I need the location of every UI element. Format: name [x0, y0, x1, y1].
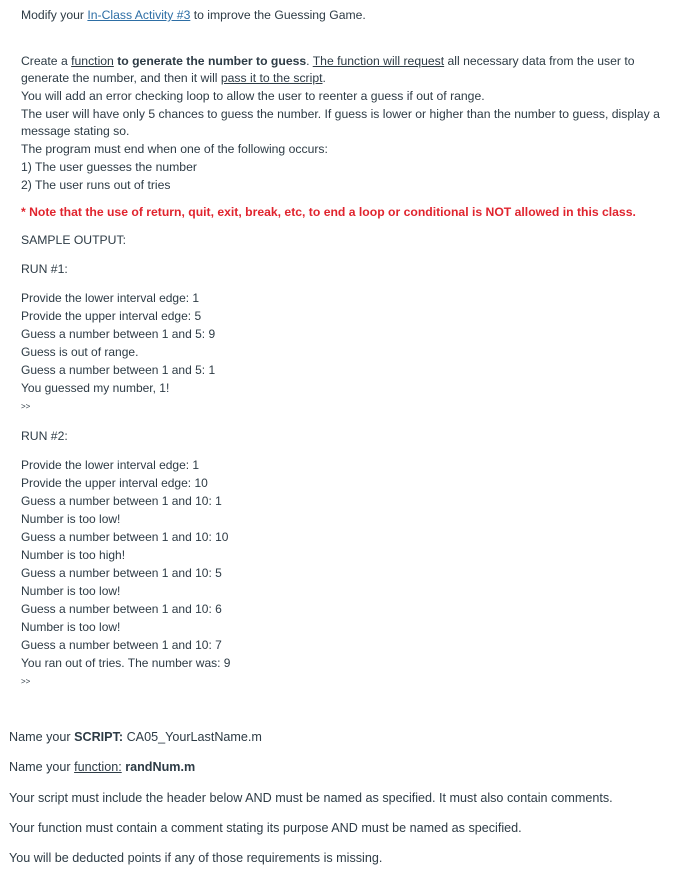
run1-output-line: Provide the upper interval edge: 5	[21, 309, 202, 323]
instruction-line-2	[21, 70, 326, 86]
function-name-line	[9, 759, 195, 775]
run1-prompt: >>	[21, 402, 31, 411]
run1-output-line: You guessed my number, 1!	[21, 381, 170, 395]
run1-output-line: Guess a number between 1 and 5: 9	[21, 327, 216, 341]
bold-phrase: to generate the number to guess	[113, 54, 307, 68]
text: Name your	[9, 730, 75, 744]
underlined-phrase: pass it to the script	[220, 71, 323, 85]
instruction-line-1	[21, 53, 635, 69]
run2-output-line: Guess a number between 1 and 10: 10	[21, 530, 229, 544]
script-label: SCRIPT:	[74, 730, 124, 744]
instruction-line-5: message stating so.	[21, 124, 130, 138]
text: .	[322, 71, 326, 85]
instruction-line-3: You will add an error checking loop to allow the user to reenter a guess if out of range.	[21, 89, 485, 103]
run2-output-line: Number is too low!	[21, 512, 121, 526]
underlined-phrase: The function will request	[312, 54, 445, 68]
intro-suffix: to improve the Guessing Game.	[190, 8, 366, 22]
instruction-line-7: 1) The user guesses the number	[21, 160, 197, 174]
intro-prefix: Modify your	[21, 8, 88, 22]
text: all necessary data from the user to	[444, 54, 635, 68]
requirement-line: Your function must contain a comment stating its purpose AND must be named as specified.	[9, 821, 522, 835]
text: Name your	[9, 760, 75, 774]
run2-output-line: Guess a number between 1 and 10: 6	[21, 602, 222, 616]
instruction-line-6: The program must end when one of the following occurs:	[21, 142, 328, 156]
run2-output-line: Provide the upper interval edge: 10	[21, 476, 208, 490]
run2-prompt: >>	[21, 677, 31, 686]
function-term: function	[71, 54, 114, 68]
requirement-line: You will be deducted points if any of those requirements is missing.	[9, 851, 383, 865]
run2-output-line: Guess a number between 1 and 10: 7	[21, 638, 222, 652]
run1-heading: RUN #1:	[21, 262, 68, 276]
run2-output-line: Number is too low!	[21, 584, 121, 598]
function-label: function:	[74, 760, 122, 774]
run1-output-line: Guess is out of range.	[21, 345, 139, 359]
text: .	[306, 54, 313, 68]
intro-line	[21, 7, 366, 23]
warning-note: * Note that the use of return, quit, exit, break, etc, to end a loop or conditional is NOT allowed in this class.	[21, 205, 636, 219]
text: generate the number, and then it will	[21, 71, 221, 85]
requirement-line: Your script must include the header below AND must be named as specified. It must also contain comments.	[9, 791, 613, 805]
run1-output-line: Guess a number between 1 and 5: 1	[21, 363, 216, 377]
run2-output-line: Number is too low!	[21, 620, 121, 634]
sample-output-heading: SAMPLE OUTPUT:	[21, 233, 126, 247]
in-class-activity-link[interactable]: In-Class Activity #3	[87, 8, 191, 22]
text: Create a	[21, 54, 72, 68]
function-filename: randNum.m	[121, 760, 196, 774]
script-name-line	[9, 729, 262, 745]
run2-output-line: Guess a number between 1 and 10: 1	[21, 494, 222, 508]
instruction-line-8: 2) The user runs out of tries	[21, 178, 171, 192]
run2-output-line: Number is too high!	[21, 548, 126, 562]
run2-heading: RUN #2:	[21, 429, 68, 443]
run2-output-line: Guess a number between 1 and 10: 5	[21, 566, 222, 580]
run2-output-line: You ran out of tries. The number was: 9	[21, 656, 231, 670]
run2-output-line: Provide the lower interval edge: 1	[21, 458, 200, 472]
script-filename: CA05_YourLastName.m	[123, 730, 262, 744]
run1-output-line: Provide the lower interval edge: 1	[21, 291, 200, 305]
instruction-line-4: The user will have only 5 chances to guess the number. If guess is lower or higher than the number to guess, display a	[21, 107, 660, 121]
